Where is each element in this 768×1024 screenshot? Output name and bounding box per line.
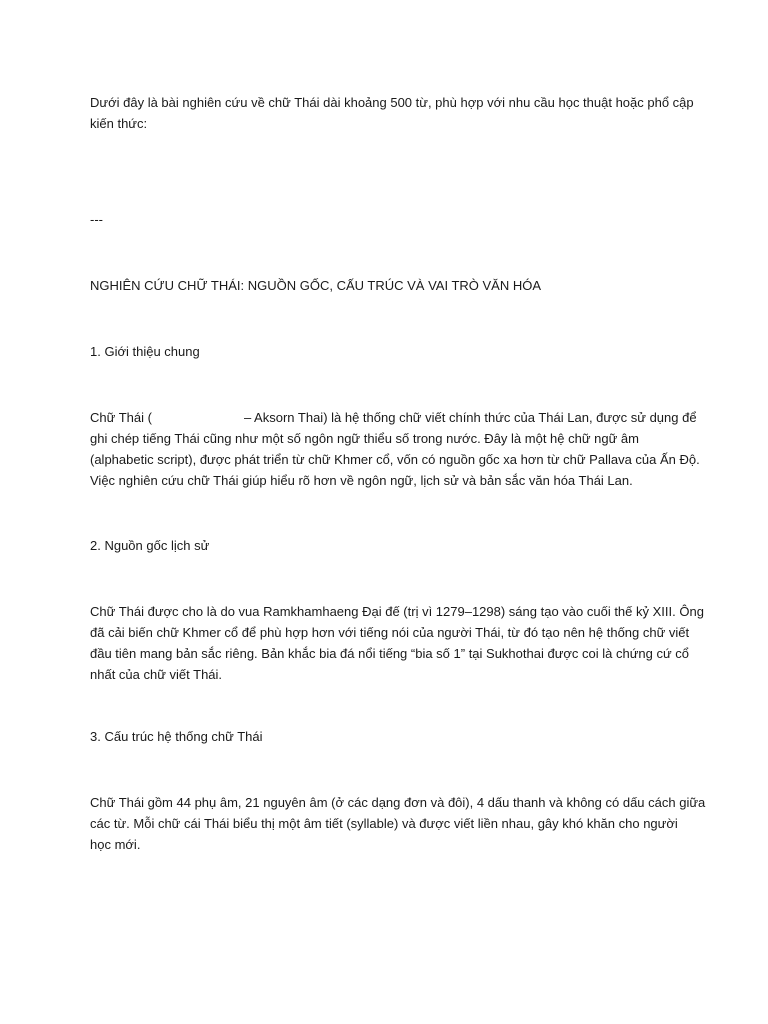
section-1-line-1-start: Chữ Thái ( xyxy=(90,410,152,425)
section-2-line-2: đã cải biến chữ Khmer cổ để phù hợp hơn với tiếng nói của người Thái, từ đó tạo nên hệ thống chữ viết xyxy=(90,625,690,640)
section-1-heading: 1. Giới thiệu chung xyxy=(90,344,200,359)
section-3-heading: 3. Cấu trúc hệ thống chữ Thái xyxy=(90,729,263,744)
section-3-line-2: các từ. Mỗi chữ cái Thái biểu thị một âm tiết (syllable) và được viết liền nhau, gây khó khăn cho người xyxy=(90,816,678,831)
section-1-line-1-end: – Aksorn Thai) là hệ thống chữ viết chính thức của Thái Lan, được sử dụng để xyxy=(243,410,697,425)
separator: --- xyxy=(90,212,103,227)
section-2-line-3: đầu tiên mang bản sắc riêng. Bản khắc bia đá nổi tiếng “bia số 1” tại Sukhothai được coi là chứng cứ cổ xyxy=(90,646,690,661)
section-3-line-1: Chữ Thái gồm 44 phụ âm, 21 nguyên âm (ở các dạng đơn và đôi), 4 dấu thanh và không có dấu cách giữa xyxy=(90,795,706,810)
section-1-line-1 xyxy=(90,407,697,428)
section-2-line-1: Chữ Thái được cho là do vua Ramkhamhaeng Đại đế (trị vì 1279–1298) sáng tạo vào cuối thế kỷ XIII. Ông xyxy=(90,604,704,619)
section-3-line-3: học mới. xyxy=(90,837,141,852)
intro-line-2: kiến thức: xyxy=(90,116,148,131)
intro-line-1: Dưới đây là bài nghiên cứu về chữ Thái dài khoảng 500 từ, phù hợp với nhu cầu học thuật hoặc phổ cập xyxy=(90,95,694,110)
section-2-line-4: nhất của chữ viết Thái. xyxy=(90,667,223,682)
document-title: NGHIÊN CỨU CHỮ THÁI: NGUỒN GỐC, CẤU TRÚC VÀ VAI TRÒ VĂN HÓA xyxy=(90,278,542,293)
section-1-line-3: (alphabetic script), được phát triển từ chữ Khmer cổ, vốn có nguồn gốc xa hơn từ chữ Pallava của Ấn Độ. xyxy=(90,452,700,467)
section-1-line-2: ghi chép tiếng Thái cũng như một số ngôn ngữ thiểu số trong nước. Đây là một hệ chữ ngữ âm xyxy=(90,431,639,446)
section-1-line-4: Việc nghiên cứu chữ Thái giúp hiểu rõ hơn về ngôn ngữ, lịch sử và bản sắc văn hóa Thái Lan. xyxy=(90,473,633,488)
section-2-heading: 2. Nguồn gốc lịch sử xyxy=(90,538,210,553)
